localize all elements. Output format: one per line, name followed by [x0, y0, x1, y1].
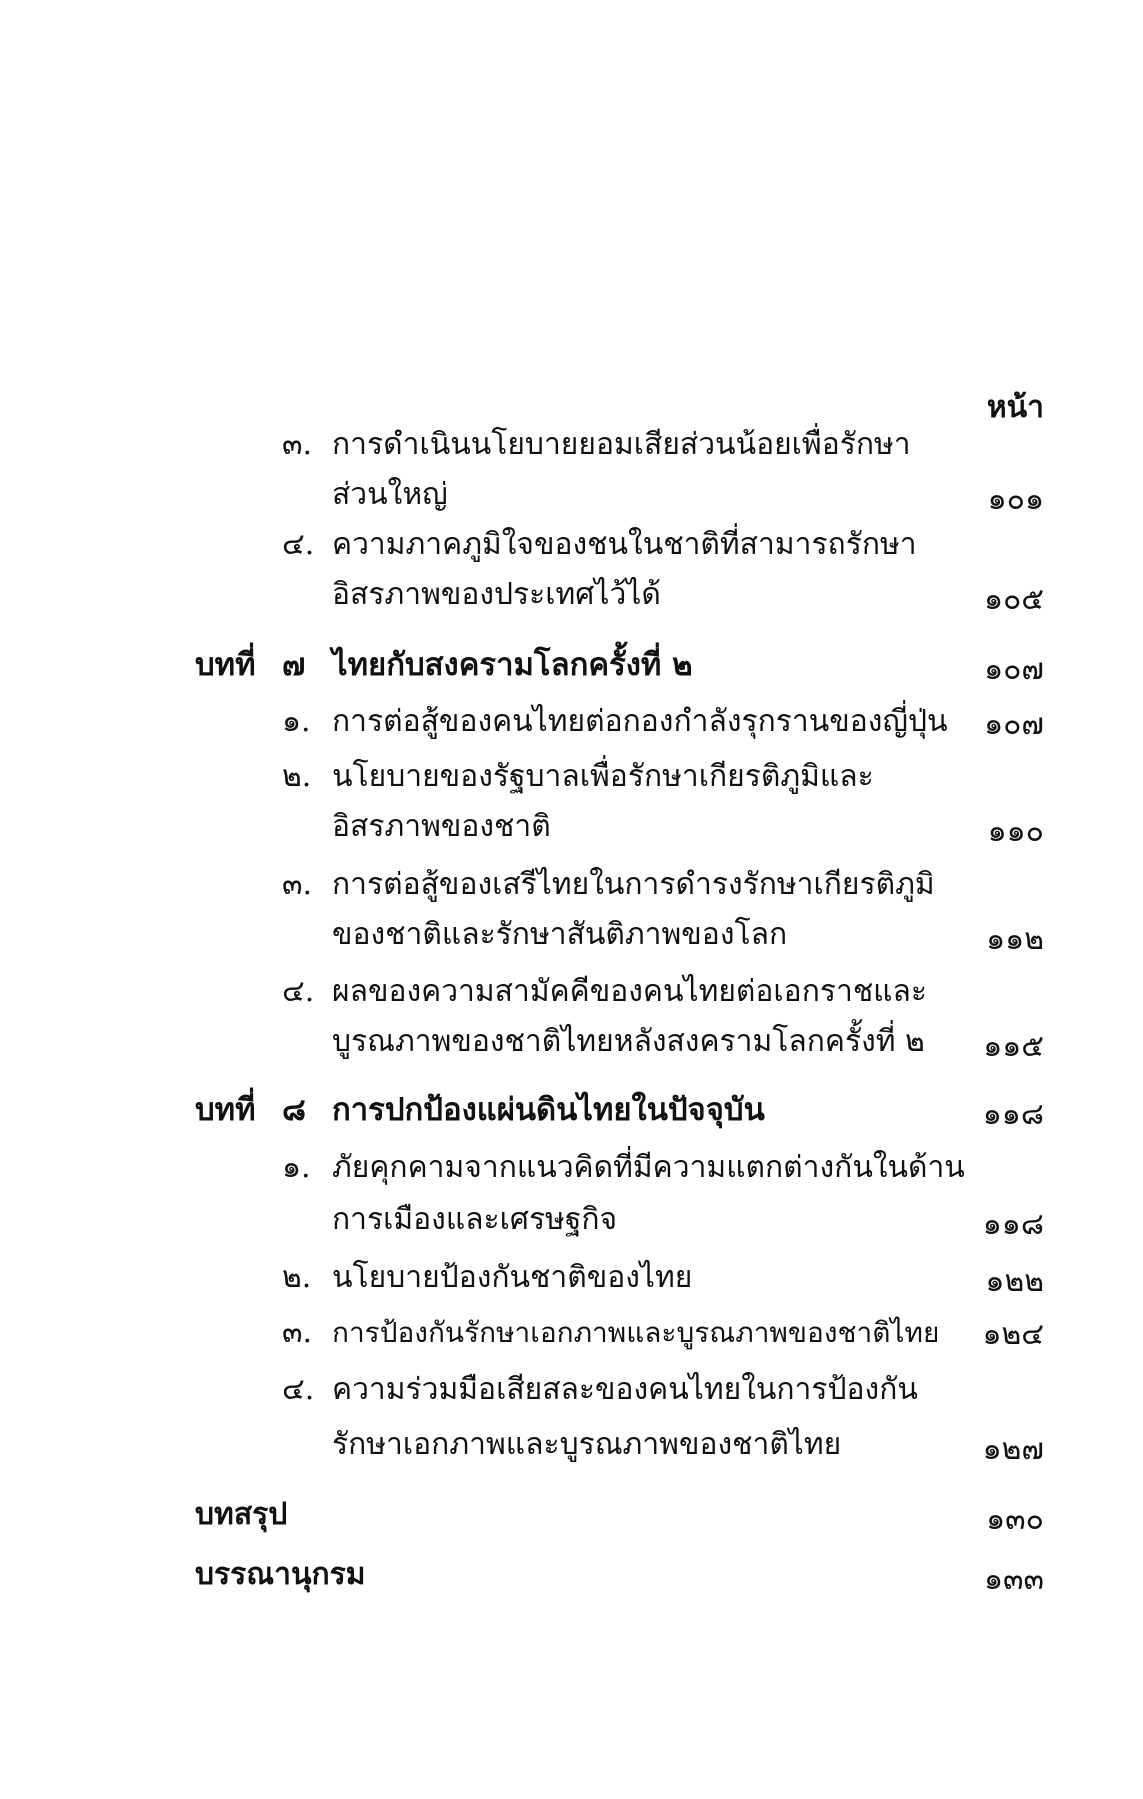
section-title: บรรณานุกรม: [195, 1557, 366, 1592]
entry-number: ๑.: [282, 704, 311, 739]
entry-page-number: ๑๑๕: [983, 1029, 1044, 1064]
entry-text-line: การต่อสู้ของเสรีไทยในการดำรงรักษาเกียรติภูมิ: [332, 867, 935, 902]
entry-text-line: ของชาติและรักษาสันติภาพของโลก: [332, 917, 788, 952]
section-page-number: ๑๓๓: [983, 1562, 1044, 1597]
chapter-label: บทที่: [195, 647, 256, 683]
entry-text-line: ส่วนใหญ่: [332, 477, 448, 512]
entry-text-line: นโยบายของรัฐบาลเพื่อรักษาเกียรติภูมิและ: [332, 759, 874, 794]
entry-text-line: ภัยคุกคามจากแนวคิดที่มีความแตกต่างกันในด้าน: [332, 1150, 965, 1185]
entry-page-number: ๑๐๕: [983, 582, 1044, 617]
entry-page-number: ๑๒๔: [982, 1317, 1044, 1352]
entry-page-number: ๑๐๗: [984, 707, 1044, 742]
entry-text-line: รักษาเอกภาพและบูรณภาพของชาติไทย: [332, 1427, 842, 1462]
entry-text-line: ความภาคภูมิใจของชนในชาติที่สามารถรักษา: [332, 527, 917, 562]
chapter-page-number: ๑๐๗: [984, 652, 1044, 687]
chapter-title: การปกป้องแผ่นดินไทยในปัจจุบัน: [332, 1092, 765, 1128]
entry-page-number: ๑๒๒: [985, 1264, 1044, 1299]
entry-number: ๔.: [282, 527, 315, 562]
entry-text-line: นโยบายป้องกันชาติของไทย: [332, 1260, 693, 1295]
entry-text-line: อิสรภาพของประเทศไว้ได้: [332, 577, 661, 612]
entry-page-number: ๑๒๗: [982, 1432, 1044, 1467]
section-title: บทสรุป: [195, 1497, 288, 1532]
section-page-number: ๑๓๐: [986, 1502, 1044, 1537]
entry-page-number: ๑๑๒: [986, 922, 1044, 957]
entry-text-line: การเมืองและเศรษฐกิจ: [332, 1202, 618, 1237]
entry-text-line: การป้องกันรักษาเอกภาพและบูรณภาพของชาติไทย: [332, 1316, 940, 1349]
entry-number: ๔.: [282, 974, 315, 1009]
chapter-page-number: ๑๑๘: [982, 1097, 1044, 1132]
entry-page-number: ๑๐๑: [987, 482, 1044, 517]
entry-text-line: การดำเนินนโยบายยอมเสียส่วนน้อยเพื่อรักษา: [332, 427, 911, 462]
entry-page-number: ๑๑๐: [987, 814, 1044, 849]
chapter-label: บทที่: [195, 1092, 256, 1128]
entry-number: ๒.: [282, 759, 312, 794]
entry-number: ๑.: [282, 1150, 311, 1185]
entry-text-line: ผลของความสามัคคีของคนไทยต่อเอกราชและ: [332, 974, 928, 1009]
chapter-number: ๗: [282, 647, 306, 683]
entry-number: ๓.: [282, 1315, 313, 1350]
entry-number: ๔.: [282, 1372, 315, 1407]
chapter-number: ๘: [282, 1092, 306, 1128]
entry-text-line: อิสรภาพของชาติ: [332, 809, 551, 844]
entry-text-line: บูรณภาพของชาติไทยหลังสงครามโลกครั้งที่ ๒: [332, 1024, 925, 1059]
entry-text-line: การต่อสู้ของคนไทยต่อกองกำลังรุกรานของญี่ปุ่น: [332, 704, 948, 739]
page-column-label: หน้า: [986, 390, 1044, 425]
entry-number: ๓.: [282, 867, 313, 902]
entry-number: ๓.: [282, 427, 313, 462]
entry-text-line: ความร่วมมือเสียสละของคนไทยในการป้องกัน: [332, 1372, 918, 1407]
chapter-title: ไทยกับสงครามโลกครั้งที่ ๒: [332, 647, 693, 683]
entry-page-number: ๑๑๘: [982, 1207, 1044, 1242]
entry-number: ๒.: [282, 1260, 312, 1295]
